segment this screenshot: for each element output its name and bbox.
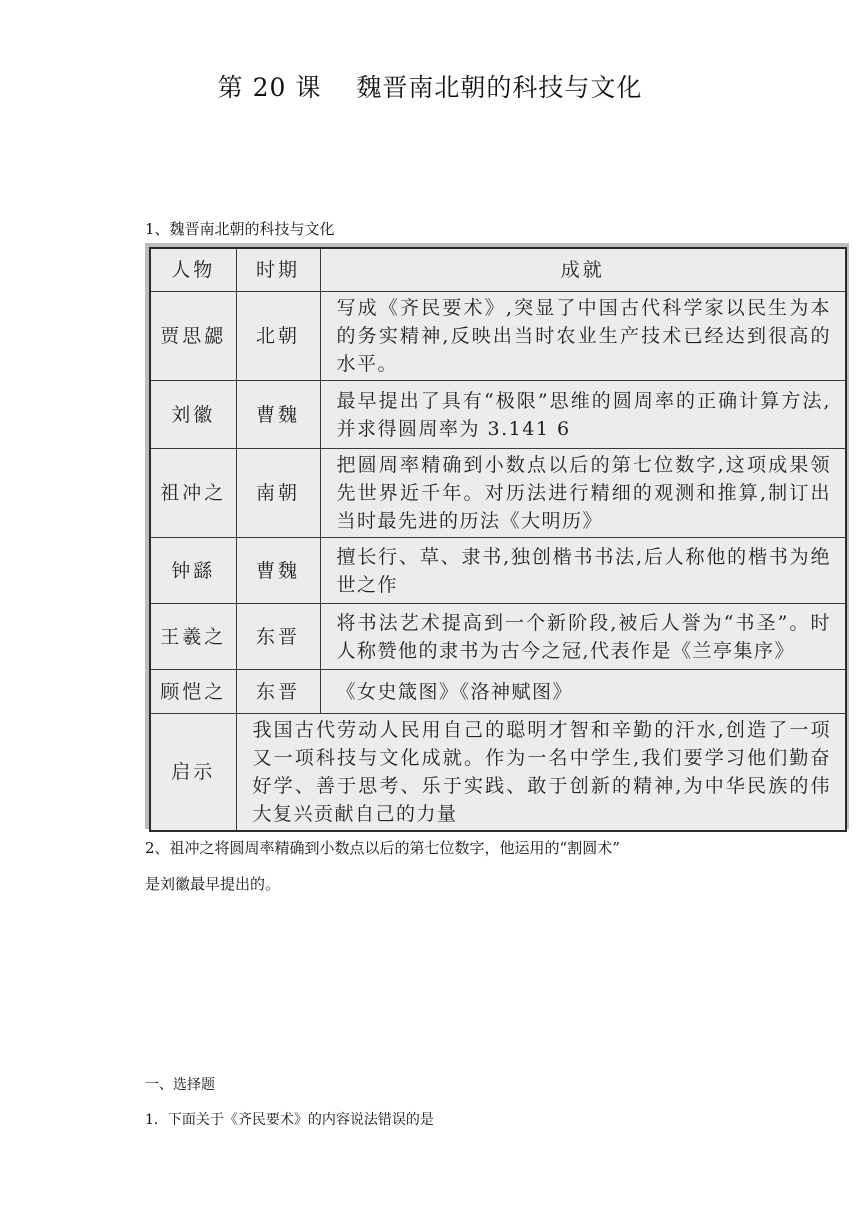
cell-period: 北朝 bbox=[236, 292, 320, 381]
table-row bbox=[150, 292, 846, 381]
header-achievement: 成就 bbox=[320, 248, 846, 292]
cell-period: 曹魏 bbox=[236, 381, 320, 449]
achievement-table-image bbox=[145, 243, 849, 829]
table-row bbox=[150, 604, 846, 670]
cell-person: 祖冲之 bbox=[150, 449, 236, 538]
section2-line2: 是刘徽最早提出的。 bbox=[145, 875, 281, 893]
cell-person: 刘徽 bbox=[150, 381, 236, 449]
cell-period: 曹魏 bbox=[236, 538, 320, 604]
cell-achievement: 将书法艺术提高到一个新阶段,被后人誉为“书圣”。时人称赞他的隶书为古今之冠,代表作是《兰亭集序》 bbox=[320, 604, 846, 670]
cell-period: 东晋 bbox=[236, 670, 320, 714]
cell-person: 贾思勰 bbox=[150, 292, 236, 381]
cell-achievement: 最早提出了具有“极限”思维的圆周率的正确计算方法,并求得圆周率为 3.141 6 bbox=[320, 381, 846, 449]
section-heading: 1、魏晋南北朝的科技与文化 bbox=[145, 220, 335, 238]
table-row bbox=[150, 449, 846, 538]
cell-person: 顾恺之 bbox=[150, 670, 236, 714]
page-title: 第 20 课 魏晋南北朝的科技与文化 bbox=[217, 73, 643, 102]
header-period: 时期 bbox=[236, 248, 320, 292]
table-row bbox=[150, 381, 846, 449]
table-insight-row bbox=[150, 714, 846, 832]
table-header-row bbox=[150, 248, 846, 292]
exercise-heading: 一、选择题 bbox=[145, 1077, 215, 1093]
cell-achievement: 《女史箴图》《洛神赋图》 bbox=[320, 670, 846, 714]
cell-achievement: 写成《齐民要术》,突显了中国古代科学家以民生为本的务实精神,反映出当时农业生产技术已经达到很高的水平。 bbox=[320, 292, 846, 381]
cell-achievement: 把圆周率精确到小数点以后的第七位数字,这项成果领先世界近千年。对历法进行精细的观测和推算,制订出当时最先进的历法《大明历》 bbox=[320, 449, 846, 538]
table-row bbox=[150, 538, 846, 604]
cell-insight-text: 我国古代劳动人民用自己的聪明才智和辛勤的汗水,创造了一项又一项科技与文化成就。作为一名中学生,我们要学习他们勤奋好学、善于思考、乐于实践、敢于创新的精神,为中华民族的伟大复兴贡献自己的力量 bbox=[236, 714, 846, 832]
cell-person: 钟繇 bbox=[150, 538, 236, 604]
header-person: 人物 bbox=[150, 248, 236, 292]
cell-insight-label: 启示 bbox=[150, 714, 236, 832]
table-row bbox=[150, 670, 846, 714]
cell-period: 东晋 bbox=[236, 604, 320, 670]
cell-period: 南朝 bbox=[236, 449, 320, 538]
section2-line1: 2、祖冲之将圆周率精确到小数点以后的第七位数字，他运用的“割圆术” bbox=[145, 839, 620, 857]
cell-achievement: 擅长行、草、隶书,独创楷书书法,后人称他的楷书为绝世之作 bbox=[320, 538, 846, 604]
question-1: 1．下面关于《齐民要术》的内容说法错误的是 bbox=[145, 1112, 434, 1128]
achievement-table bbox=[149, 247, 847, 832]
cell-person: 王羲之 bbox=[150, 604, 236, 670]
